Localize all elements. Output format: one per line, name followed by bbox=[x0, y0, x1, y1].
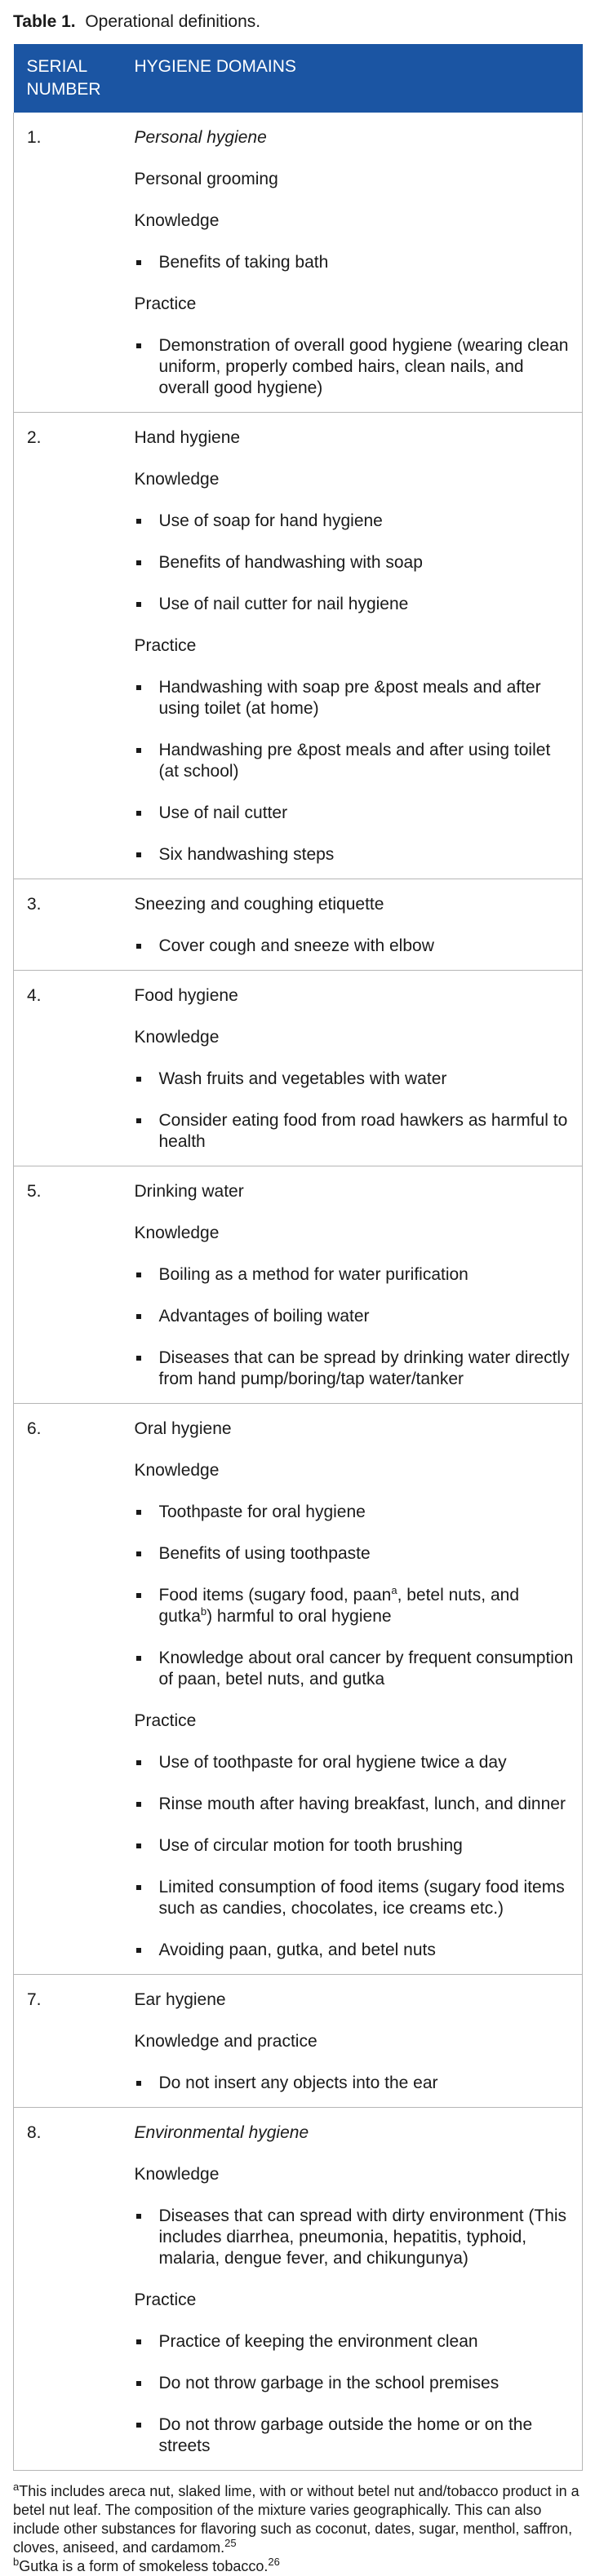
list-item bbox=[135, 2206, 575, 2269]
bullet-square-icon bbox=[136, 1802, 141, 1807]
list-item bbox=[135, 1648, 575, 1690]
section-heading: Knowledge bbox=[134, 211, 220, 230]
list-item bbox=[135, 252, 575, 273]
footnote-marker: b bbox=[200, 1605, 207, 1618]
section-heading: Practice bbox=[134, 1711, 197, 1730]
section-heading: Knowledge and practice bbox=[134, 2032, 317, 2051]
bullet-square-icon bbox=[136, 2339, 141, 2344]
hygiene-domain-cell bbox=[127, 413, 583, 879]
bullet-square-icon bbox=[136, 2423, 141, 2428]
list-item bbox=[135, 740, 575, 782]
bullet-square-icon bbox=[136, 1948, 141, 1953]
domain-title: Oral hygiene bbox=[134, 1419, 232, 1438]
footnotes bbox=[13, 2482, 582, 2576]
bullet-square-icon bbox=[136, 519, 141, 524]
bullet-square-icon bbox=[136, 1118, 141, 1123]
list-item bbox=[135, 1069, 575, 1090]
domain-title: Environmental hygiene bbox=[134, 2123, 309, 2142]
bullet-square-icon bbox=[136, 1510, 141, 1515]
section-heading: Personal grooming bbox=[134, 170, 278, 188]
domain-title: Ear hygiene bbox=[134, 1990, 226, 2009]
list-item-text: Benefits of using toothpaste bbox=[158, 1544, 371, 1563]
domain-title: Food hygiene bbox=[134, 986, 238, 1005]
footnote bbox=[13, 2482, 582, 2557]
list-item bbox=[135, 1940, 575, 1961]
list-item bbox=[135, 1110, 575, 1153]
list-item bbox=[135, 335, 575, 399]
list-item-text: Diseases that can be spread by drinking water directly from hand pump/boring/tap water/tanker bbox=[158, 1348, 570, 1388]
list-item-text: Benefits of handwashing with soap bbox=[158, 553, 423, 572]
hygiene-domain-cell bbox=[127, 113, 583, 413]
list-item bbox=[135, 2414, 575, 2457]
hygiene-domain-cell bbox=[127, 879, 583, 971]
list-item bbox=[135, 1502, 575, 1523]
list-item bbox=[135, 2373, 575, 2394]
section-heading: Knowledge bbox=[134, 1028, 220, 1047]
footnote-marker: b bbox=[13, 2556, 20, 2568]
list-item-text: Use of soap for hand hygiene bbox=[158, 511, 383, 530]
section-heading: Knowledge bbox=[134, 1461, 220, 1480]
list-item-text: Advantages of boiling water bbox=[158, 1307, 370, 1326]
hygiene-domain-cell bbox=[127, 2108, 583, 2471]
list-item-text: Cover cough and sneeze with elbow bbox=[158, 936, 434, 955]
header-serial-number bbox=[14, 44, 127, 113]
serial-number: 8. bbox=[14, 2108, 127, 2471]
table-caption bbox=[13, 10, 582, 34]
list-item-text: Rinse mouth after having breakfast, lunch, and dinner bbox=[158, 1795, 566, 1813]
header-hygiene-domains: HYGIENE DOMAINS bbox=[127, 44, 583, 113]
table-row bbox=[14, 1404, 583, 1975]
table-header bbox=[14, 44, 583, 113]
domain-title: Drinking water bbox=[134, 1182, 244, 1201]
hygiene-domain-cell bbox=[127, 1166, 583, 1404]
list-item bbox=[135, 2073, 575, 2094]
bullet-square-icon bbox=[136, 343, 141, 348]
definitions-table bbox=[13, 44, 583, 2471]
list-item bbox=[135, 844, 575, 865]
table-row bbox=[14, 1166, 583, 1404]
footnote-marker: a bbox=[13, 2481, 20, 2493]
list-item bbox=[135, 511, 575, 532]
table-row bbox=[14, 1975, 583, 2108]
bullet-square-icon bbox=[136, 560, 141, 565]
bullet-square-icon bbox=[136, 2214, 141, 2219]
list-item-text: Use of circular motion for tooth brushing bbox=[158, 1836, 463, 1855]
list-item bbox=[135, 1543, 575, 1565]
list-item-text: Do not insert any objects into the ear bbox=[158, 2074, 438, 2092]
section-heading: Knowledge bbox=[134, 1224, 220, 1242]
list-item-text: Benefits of taking bath bbox=[158, 253, 329, 272]
serial-number: 2. bbox=[14, 413, 127, 879]
list-item bbox=[135, 803, 575, 824]
list-item bbox=[135, 1835, 575, 1857]
list-item-text: Consider eating food from road hawkers as harmful to health bbox=[158, 1111, 568, 1151]
bullet-square-icon bbox=[136, 1760, 141, 1765]
list-item-text: Handwashing with soap pre &post meals and after using toilet (at home) bbox=[158, 678, 541, 718]
list-item bbox=[135, 1877, 575, 1919]
list-item bbox=[135, 2331, 575, 2352]
bullet-square-icon bbox=[136, 944, 141, 949]
section-heading: Practice bbox=[134, 2291, 197, 2309]
text-fragment: This includes areca nut, slaked lime, with or without betel nut and/tobacco product in a betel nut leaf. The composition of the mixture varies geographically. This can also include other substances for flavoring such as coconut, dates, sugar, menthol, saffron, cloves, aniseed, and cardamom. bbox=[13, 2483, 579, 2556]
bullet-square-icon bbox=[136, 602, 141, 607]
bullet-square-icon bbox=[136, 748, 141, 753]
bullet-square-icon bbox=[136, 685, 141, 690]
section-heading: Practice bbox=[134, 294, 197, 313]
section-heading: Knowledge bbox=[134, 2165, 220, 2184]
list-item-text: Wash fruits and vegetables with water bbox=[158, 1069, 447, 1088]
list-item-text: Practice of keeping the environment clean bbox=[158, 2332, 478, 2351]
bullet-square-icon bbox=[136, 1656, 141, 1661]
table-row bbox=[14, 2108, 583, 2471]
serial-number: 4. bbox=[14, 971, 127, 1166]
serial-number: 1. bbox=[14, 113, 127, 413]
list-item bbox=[135, 1794, 575, 1815]
bullet-square-icon bbox=[136, 852, 141, 857]
list-item-text: Toothpaste for oral hygiene bbox=[158, 1503, 366, 1521]
list-item-text: Diseases that can spread with dirty environment (This includes diarrhea, pneumonia, hepatitis, typhoid, malaria, dengue fever, and chikungunya) bbox=[158, 2206, 567, 2268]
list-item-text: Use of nail cutter bbox=[158, 803, 288, 822]
bullet-square-icon bbox=[136, 260, 141, 265]
serial-number: 6. bbox=[14, 1404, 127, 1975]
list-item-text: Do not throw garbage in the school premises bbox=[158, 2374, 500, 2392]
footnote-marker: 25 bbox=[224, 2537, 237, 2549]
serial-number: 7. bbox=[14, 1975, 127, 2108]
serial-number: 3. bbox=[14, 879, 127, 971]
section-heading: Knowledge bbox=[134, 470, 220, 489]
footnote-marker: 26 bbox=[268, 2556, 280, 2568]
section-heading: Practice bbox=[134, 636, 197, 655]
list-item-text: Demonstration of overall good hygiene (wearing clean uniform, properly combed hairs, clean nails, and overall good hygiene) bbox=[158, 336, 569, 397]
header-serial-line-1: SERIAL bbox=[26, 57, 88, 76]
list-item bbox=[135, 1306, 575, 1327]
table-row bbox=[14, 113, 583, 413]
bullet-square-icon bbox=[136, 2381, 141, 2386]
caption-label: Table 1. bbox=[13, 12, 76, 31]
hygiene-domain-cell bbox=[127, 1404, 583, 1975]
footnote-marker: a bbox=[391, 1584, 397, 1596]
list-item bbox=[135, 552, 575, 573]
list-item bbox=[135, 1348, 575, 1390]
bullet-square-icon bbox=[136, 1356, 141, 1361]
list-item-text: Boiling as a method for water purification bbox=[158, 1265, 468, 1284]
list-item bbox=[135, 1752, 575, 1773]
list-item bbox=[135, 1264, 575, 1286]
bullet-square-icon bbox=[136, 1593, 141, 1598]
bullet-square-icon bbox=[136, 2081, 141, 2086]
footnote bbox=[13, 2557, 582, 2576]
table-body bbox=[14, 113, 583, 2471]
list-item bbox=[135, 594, 575, 615]
domain-title: Sneezing and coughing etiquette bbox=[134, 895, 384, 914]
list-item-text: Knowledge about oral cancer by frequent consumption of paan, betel nuts, and gutka bbox=[158, 1649, 574, 1689]
list-item-text: Handwashing pre &post meals and after using toilet (at school) bbox=[158, 741, 551, 781]
list-item-text: Six handwashing steps bbox=[158, 845, 335, 864]
hygiene-domain-cell bbox=[127, 1975, 583, 2108]
bullet-square-icon bbox=[136, 1843, 141, 1848]
list-item bbox=[135, 1585, 575, 1627]
caption-text: Operational definitions. bbox=[85, 12, 261, 31]
domain-title: Hand hygiene bbox=[134, 428, 241, 447]
text-fragment: ) harmful to oral hygiene bbox=[206, 1607, 392, 1626]
domain-title: Personal hygiene bbox=[134, 128, 267, 147]
bullet-square-icon bbox=[136, 1885, 141, 1890]
list-item bbox=[135, 677, 575, 719]
text-fragment: , betel nuts, and gutka bbox=[158, 1586, 520, 1626]
text-fragment: Gutka is a form of smokeless tobacco. bbox=[19, 2558, 269, 2574]
table-row bbox=[14, 413, 583, 879]
table-row bbox=[14, 879, 583, 971]
serial-number: 5. bbox=[14, 1166, 127, 1404]
bullet-square-icon bbox=[136, 1077, 141, 1082]
table-row bbox=[14, 971, 583, 1166]
list-item-text: Limited consumption of food items (sugary food items such as candies, chocolates, ice creams etc.) bbox=[158, 1878, 565, 1918]
bullet-square-icon bbox=[136, 811, 141, 816]
list-item-text: Use of nail cutter for nail hygiene bbox=[158, 595, 409, 613]
list-item-text: Do not throw garbage outside the home or on the streets bbox=[158, 2415, 533, 2455]
text-fragment: Food items (sugary food, paan bbox=[158, 1586, 392, 1604]
bullet-square-icon bbox=[136, 1273, 141, 1277]
header-serial-line-2: NUMBER bbox=[26, 80, 101, 99]
list-item-text: Avoiding paan, gutka, and betel nuts bbox=[158, 1941, 436, 1959]
list-item bbox=[135, 936, 575, 957]
bullet-square-icon bbox=[136, 1314, 141, 1319]
hygiene-domain-cell bbox=[127, 971, 583, 1166]
bullet-square-icon bbox=[136, 1551, 141, 1556]
list-item-text: Use of toothpaste for oral hygiene twice a day bbox=[158, 1753, 507, 1772]
